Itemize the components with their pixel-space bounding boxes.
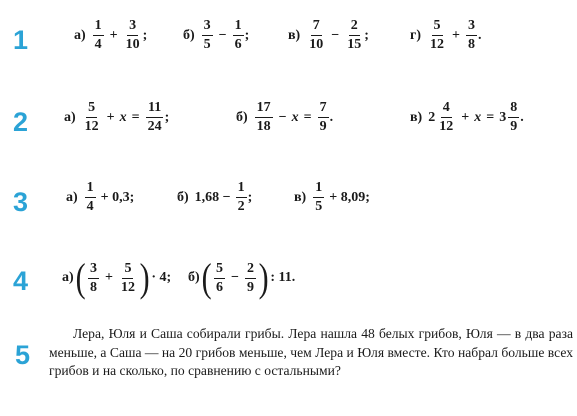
variable: x: [291, 109, 299, 125]
equals-sign: =: [303, 109, 312, 125]
task-1-item-a: а) $\frac{1}{4}$ + $\frac{3}{10}$ ;: [74, 18, 148, 52]
operator: +: [106, 109, 115, 125]
left-paren: (: [201, 255, 212, 300]
task-number-3: 3: [13, 187, 29, 217]
task-4-item-b: [188, 255, 296, 300]
fraction: $\frac{2}{9}$: [246, 260, 254, 295]
expression-rest: + 8,09;: [329, 189, 370, 205]
item-label: а): [74, 27, 86, 43]
operator: +: [452, 27, 461, 43]
operator: −: [231, 270, 239, 285]
item-label: б): [177, 189, 189, 205]
equals-sign: =: [486, 109, 495, 125]
fraction: $\frac{17}{18}$: [256, 100, 271, 134]
whole-part: 3: [499, 109, 507, 125]
expression-lead: 1,68 −: [194, 189, 231, 205]
fraction: $\frac{1}{4}$: [94, 18, 102, 52]
item-label: в): [410, 109, 423, 125]
fraction: $\frac{1}{4}$: [86, 180, 94, 214]
item-label: в): [288, 27, 301, 43]
fraction: $\frac{8}{9}$: [510, 100, 518, 134]
fraction: $\frac{4}{12}$: [439, 100, 454, 134]
item-label: г): [410, 27, 422, 43]
task-1-item-v: в) $\frac{7}{10}$ − $\frac{2}{15}$ ;: [288, 18, 369, 52]
fraction: $\frac{3}{8}$: [468, 18, 476, 52]
variable: x: [119, 109, 127, 125]
fraction: $\frac{5}{6}$: [216, 260, 223, 295]
left-paren: (: [75, 255, 86, 300]
equals-sign: =: [131, 109, 140, 125]
operator: −: [218, 27, 227, 43]
expression-after: · 4;: [151, 270, 172, 285]
fraction: $\frac{1}{5}$: [315, 180, 323, 214]
task-number-2: 2: [13, 107, 29, 137]
operator: +: [461, 109, 470, 125]
expression-rest: + 0,3;: [100, 189, 135, 205]
expression-after: : 11.: [270, 270, 296, 285]
fraction: $\frac{3}{5}$: [203, 18, 211, 52]
item-label: в): [294, 189, 307, 205]
fraction: $\frac{3}{10}$: [125, 18, 140, 52]
task-2-item-a: а) $\frac{5}{12}$ + x = $\frac{11}{24}$ ;: [64, 100, 170, 134]
operator: −: [331, 27, 340, 43]
task-3-item-b: б) 1,68 − $\frac{1}{2}$ ;: [177, 180, 253, 214]
item-label: а): [62, 270, 74, 285]
task-2-item-b: б) $\frac{17}{18}$ − x = $\frac{7}{9}$ .: [236, 100, 334, 134]
task-4-item-a: [62, 255, 172, 300]
operator: +: [109, 27, 118, 43]
fraction: $\frac{7}{10}$: [309, 18, 324, 52]
fraction: $\frac{5}{12}$: [84, 100, 99, 134]
item-label: б): [236, 109, 248, 125]
word-problem-text: Лера, Юля и Саша собирали грибы. Лера нашла 48 белых грибов, Юля — в два раза меньше, а Саша — на 20 грибов меньше, чем Лера и Юля вместе. Кто набрал больше всех грибов и на сколько, по сравнению с остальными?: [49, 326, 573, 378]
task-number-5: 5: [15, 340, 31, 370]
whole-part: 2: [428, 109, 436, 125]
variable: x: [474, 109, 482, 125]
right-paren: ): [139, 255, 150, 300]
task-1-item-b: б) $\frac{3}{5}$ − $\frac{1}{6}$ ;: [183, 18, 250, 52]
item-label: а): [64, 109, 76, 125]
task-number-1: 1: [13, 25, 29, 55]
item-label: а): [66, 189, 78, 205]
fraction: $\frac{5}{12}$: [430, 18, 445, 52]
fraction: $\frac{3}{8}$: [90, 260, 97, 295]
fraction: $\frac{11}{24}$: [147, 100, 162, 134]
task-3-item-v: [294, 181, 370, 214]
task-number-4: 4: [13, 266, 29, 296]
item-label: б): [183, 27, 195, 43]
fraction: $\frac{1}{2}$: [237, 180, 245, 214]
fraction: $\frac{7}{9}$: [319, 100, 327, 134]
fraction: $\frac{5}{12}$: [120, 260, 135, 295]
fraction: $\frac{1}{6}$: [234, 18, 242, 52]
item-label: б): [188, 270, 200, 285]
task-2-item-v: в) 2 $\frac{4}{12}$ + x = 3 $\frac{8}{9}$ .: [410, 100, 524, 134]
fraction: $\frac{2}{15}$: [347, 18, 362, 52]
task-1-item-g: г) $\frac{5}{12}$ + $\frac{3}{8}$ .: [410, 18, 482, 52]
operator: +: [105, 270, 113, 285]
operator: −: [278, 109, 287, 125]
right-paren: ): [258, 255, 269, 300]
task-3-item-a: [66, 181, 134, 214]
